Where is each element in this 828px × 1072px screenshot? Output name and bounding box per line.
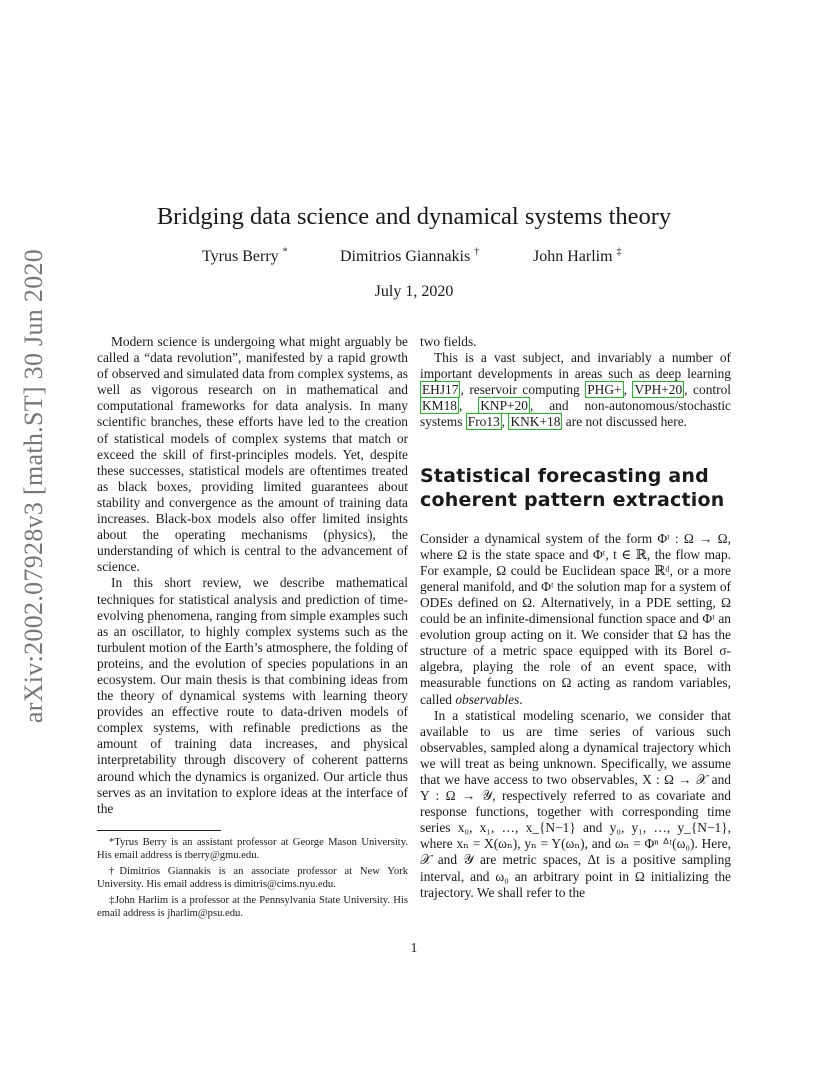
author-1 (202, 248, 288, 266)
section-heading: Statistical forecasting and coherent pattern extraction (420, 464, 725, 511)
author-list (200, 248, 640, 272)
text-run: This is a vast subject, and invariably a number of important developments in areas such as deep learning (420, 350, 731, 382)
citation-link[interactable]: PHG+ (587, 382, 622, 398)
paragraph (420, 531, 731, 708)
text-run: , and non-autonomous/stochastic systems (420, 398, 731, 430)
footnote: *Tyrus Berry is an assistant professor at George Mason University. His email address is tberry@gmu.edu. (97, 837, 408, 861)
page-number: 1 (410, 940, 418, 955)
footnotes (97, 836, 408, 923)
author-name: John Harlim (533, 248, 613, 265)
author-name: Dimitrios Giannakis (340, 248, 471, 265)
paragraph (420, 350, 731, 430)
citation-link[interactable]: KNK+18 (510, 414, 561, 430)
left-column (97, 334, 408, 817)
citation-link[interactable]: VPH+20 (634, 382, 683, 398)
text-run: , (623, 382, 633, 398)
author-name: Tyrus Berry (202, 248, 279, 265)
author-3 (533, 248, 622, 266)
arxiv-identifier (8, 248, 60, 724)
text-run: are not discussed here. (562, 414, 688, 430)
text-run: . (519, 691, 523, 707)
paper-date: July 1, 2020 (374, 283, 454, 300)
author-mark: * (282, 246, 288, 258)
citation-link[interactable]: EHJ17 (422, 382, 459, 398)
paper-title: Bridging data science and dynamical systems theory (156, 203, 672, 230)
paragraph: In this short review, we describe mathematical techniques for statistical analysis and prediction of time-evolving phenomena, ranging from simple examples such as an oscillator, to highly complex systems such as the turbulent motion of the Earth’s atmosphere, the folding of proteins, and the evolution of species populations in an ecosystem. Our main thesis is that combining ideas from the theory of dynamical systems with learning theory provides an effective route to data-driven models of complex systems, with refinable predictions as the amount of training data increases, and physical interpretability through discovery of coherent patterns around which the dynamics is organized. Our article thus serves as an invitation to explore ideas at the interface of the (97, 575, 408, 816)
paragraph: two fields. (420, 334, 477, 349)
footnote: †Dimitrios Giannakis is an associate professor at New York University. His email address is dimitris@cims.nyu.edu. (97, 866, 408, 890)
author-mark: † (474, 246, 480, 258)
paragraph: In a statistical modeling scenario, we consider that available to us are time series of various such observables, sampled along a dynamical trajectory which we will treat as being unknown. Specifically, we assume that we have access to two observables, X : Ω → 𝒳 and Y : Ω → 𝒴, respectively referred to as covariate and response functions, together with corresponding time series x₀, x₁, …, x_{N−1} and y₀, y₁, …, y_{N−1}, where xₙ = X(ωₙ), yₙ = Y(ωₙ), and ωₙ = Φⁿ ᐞᵗ(ω₀). Here, 𝒳 and 𝒴 are metric spaces, Δt is a positive sampling interval, and ω₀ an arbitrary point in Ω initializing the trajectory. We shall refer to the (420, 707, 731, 900)
text-run: , (501, 414, 509, 430)
emphasis: observables (455, 691, 520, 707)
text-run: Consider a dynamical system of the form Φᵗ : Ω → Ω, where Ω is the state space and Φᵗ, t ∈ ℝ, the flow map. For example, Ω could be Euclidean space ℝᵈ, or a more general manifold, and Φᵗ the solution map for a system of ODEs defined on Ω. Alternatively, in a PDE setting, Ω could be an infinite-dimensional function space and Φᵗ an evolution group acting on it. We consider that Ω has the structure of a metric space equipped with its Borel σ-algebra, playing the role of an event space, with measurable functions on Ω acting as random variables, called (420, 530, 731, 707)
text-run: , reservoir computing (460, 382, 586, 398)
arxiv-id-text: arXiv:2002.07928v3 [math.ST] 30 Jun 2020 (19, 248, 48, 724)
right-column (420, 334, 731, 901)
citation-link[interactable]: KNP+20 (480, 398, 528, 414)
footnote: ‡John Harlim is a professor at the Pennsylvania State University. His email address is jharlim@psu.edu. (97, 895, 408, 919)
citation-link[interactable]: Fro13 (467, 414, 500, 430)
author-2 (340, 248, 479, 266)
citation-link[interactable]: KM18 (422, 398, 457, 414)
text-run: , (458, 398, 479, 414)
paragraph: Modern science is undergoing what might arguably be called a “data revolution”, manifested by a rapid growth of observed and simulated data from complex systems, as well as vigorous research on in mathematical and computational frameworks for data analysis. In many scientific branches, these efforts have led to the creation of statistical models of complex systems that match or exceed the skill of first-principles models. Yet, despite these successes, statistical models are oftentimes treated as black boxes, providing limited guarantees about stability and convergence as the amount of training data increases. Black-box models also offer limited insights about the operating mechanisms (physics), the understanding of which is central to the advancement of science. (97, 334, 408, 575)
text-run: , control (684, 382, 731, 398)
footnote-separator (97, 830, 221, 831)
author-mark: ‡ (616, 246, 622, 258)
